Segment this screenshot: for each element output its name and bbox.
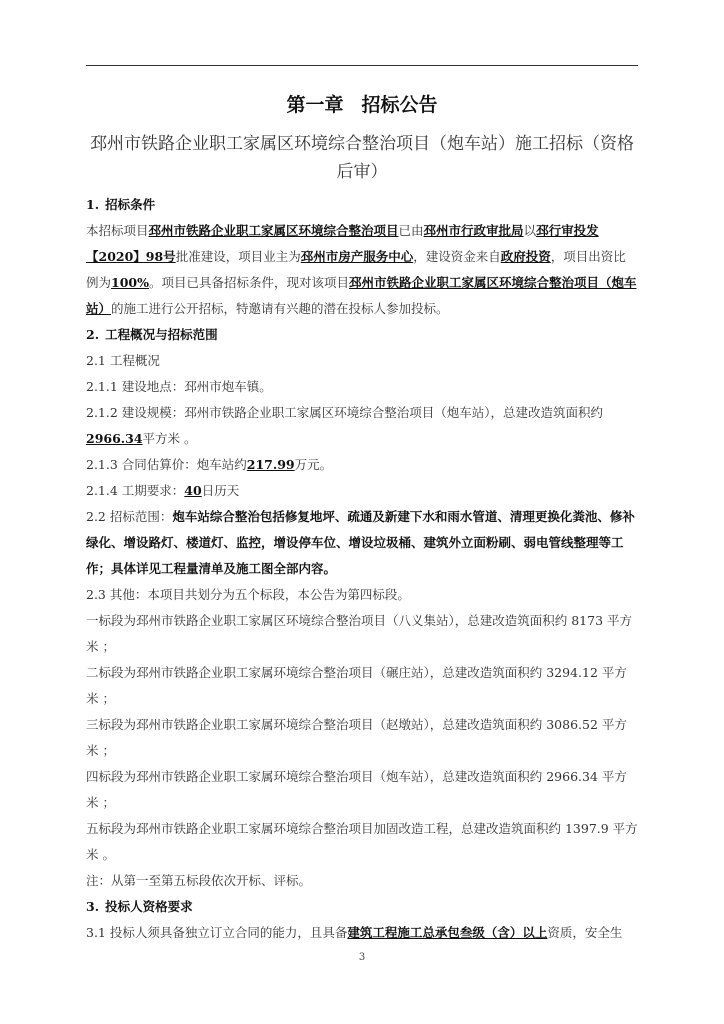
lot-3: 三标段为邳州市铁路企业职工家属环境综合整治项目（赵墩站），总建改造筑面积约 3086.52 平方米 ； [86, 717, 627, 758]
lot-1: 一标段为邳州市铁路企业职工家属区环境综合整治项目（八义集站），总建改造筑面积约 8173 平方米 ； [86, 613, 633, 654]
document-subtitle: 邳州市铁路企业职工家属区环境综合整治项目（炮车站）施工招标（资格后审） [90, 134, 634, 182]
section-3-heading: 3. 投标人资格要求 [86, 899, 193, 914]
lot-2: 二标段为邳州市铁路企业职工家属环境综合整治项目（碾庄站），总建改造筑面积约 3294.12 平方米 ； [86, 665, 627, 706]
section-1-heading: 1. 招标条件 [86, 197, 156, 212]
lot-4: 四标段为邳州市铁路企业职工家属环境综合整治项目（炮车站），总建改造筑面积约 2966.34 平方米 ； [86, 769, 627, 810]
bid-scope: 2.2 招标范围：炮车站综合整治包括修复地坪、疏通及新建下水和雨水管道、清理更换化粪池、修补绿化、增设路灯、楼道灯、监控，增设停车位、增设垃圾桶、建筑外立面粉刷、弱电管线整理等工作；具体详见工程量清单及施工图全部内容。 [86, 509, 635, 576]
scale: 2.1.2 建设规模：邳州市铁路企业职工家属区环境综合整治项目（炮车站），总建改造筑面积约2966.34平方米 。 [86, 405, 604, 446]
lot-5: 五标段为邳州市铁路企业职工家属环境综合整治项目加固改造工程，总建改造筑面积约 1397.9 平方米 。 [86, 821, 638, 862]
chapter-number: 第一章 [286, 94, 344, 116]
schedule: 2.1.4 工期要求：40日历天 [86, 483, 240, 498]
contract-price: 2.1.3 合同估算价：炮车站约217.99万元。 [86, 457, 333, 472]
section-1-paragraph: 本招标项目邳州市铁路企业职工家属区环境综合整治项目已由邳州市行政审批局以邳行审投发【2020】98号批准建设，项目业主为邳州市房产服务中心，建设资金来自政府投资，项目出资比例为100%。项目已具备招标条件，现对该项目邳州市铁路企业职工家属区环境综合整治项目（炮车站）的施工进行公开招标，特邀请有兴趣的潜在投标人参加投标。 [86, 223, 637, 316]
overview-heading: 2.1 工程概况 [86, 353, 160, 368]
page-number: 3 [358, 952, 366, 963]
document-body [86, 192, 638, 946]
evaluation-note: 注：从第一至第五标段依次开标、评标。 [86, 873, 312, 888]
chapter-heading [0, 90, 724, 117]
chapter-title: 招标公告 [361, 94, 438, 116]
qualification-paragraph: 3.1 投标人须具备独立订立合同的能力，且具备建筑工程施工总承包叁级（含）以上资质，安全生 [86, 925, 623, 940]
location: 2.1.1 建设地点：邳州市炮车镇。 [86, 379, 272, 394]
section-2-heading: 2. 工程概况与招标范围 [86, 327, 218, 342]
header-rule [86, 65, 638, 66]
other-note: 2.3 其他：本项目共划分为五个标段，本公告为第四标段。 [86, 587, 410, 602]
